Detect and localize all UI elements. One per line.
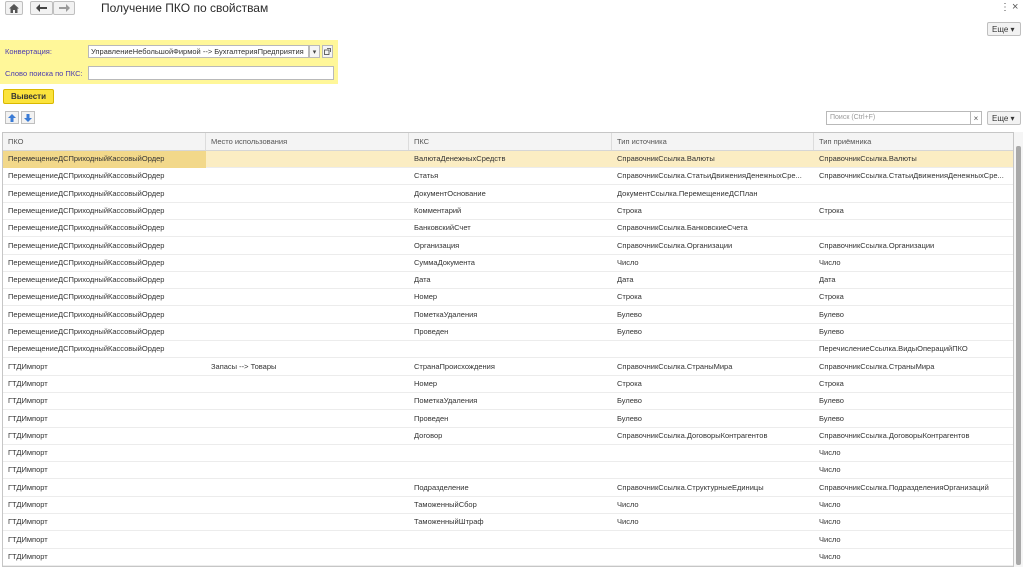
table-row[interactable] <box>3 307 1013 324</box>
table-cell: Булево <box>617 396 642 406</box>
table-cell: СправочникСсылка.СтатьиДвиженияДенежныхСре... <box>819 171 1004 181</box>
table-cell <box>206 289 409 306</box>
scrollbar-thumb[interactable] <box>1016 146 1021 565</box>
table-cell <box>409 462 612 479</box>
table-cell <box>612 341 814 358</box>
table-cell: Номер <box>414 378 438 388</box>
more-actions-icon[interactable]: ⋮ <box>1000 2 1010 13</box>
table-cell <box>206 462 409 479</box>
table-cell: БанковскийСчет <box>414 223 471 233</box>
table-cell: Число <box>617 257 639 267</box>
table-cell <box>206 272 409 289</box>
arrow-up-icon <box>8 114 16 122</box>
table-cell: СправочникСсылка.Организации <box>617 240 733 250</box>
table-cell: ПеремещениеДСПриходныйКассовыйОрдер <box>8 257 165 267</box>
search-word-field[interactable] <box>88 66 334 80</box>
table-cell: Число <box>617 517 639 527</box>
table-row[interactable] <box>3 324 1013 341</box>
table-cell: СправочникСсылка.СтруктурныеЕдиницы <box>617 482 764 492</box>
table-cell: ПеремещениеДСПриходныйКассовыйОрдер <box>8 292 165 302</box>
table-cell: СправочникСсылка.Валюты <box>617 154 715 163</box>
forward-button[interactable] <box>53 1 75 15</box>
table-cell: Число <box>819 257 841 267</box>
table-cell: Номер <box>414 292 438 302</box>
table-cell <box>206 341 409 358</box>
table-cell <box>612 549 814 566</box>
more-button[interactable]: Еще ▾ <box>987 22 1021 36</box>
table-cell: ГТДИмпорт <box>8 534 48 544</box>
table-more-button[interactable]: Еще ▾ <box>987 111 1021 125</box>
table-row[interactable] <box>3 393 1013 410</box>
table-cell: ПеремещениеДСПриходныйКассовыйОрдер <box>8 223 165 233</box>
table-cell: Булево <box>617 413 642 423</box>
conversion-open-button[interactable] <box>322 45 333 58</box>
table-cell <box>206 532 409 549</box>
table-cell: ПеремещениеДСПриходныйКассовыйОрдер <box>8 309 165 319</box>
table-cell <box>206 393 409 410</box>
table-cell: ГТДИмпорт <box>8 551 48 561</box>
table-cell: Строка <box>819 378 844 388</box>
table-cell: СправочникСсылка.ПодразделенияОрганизаций <box>819 482 989 492</box>
table-cell: ПометкаУдаления <box>414 309 478 319</box>
table-cell: ГТДИмпорт <box>8 430 48 440</box>
table-cell: СправочникСсылка.ДоговорыКонтрагентов <box>617 430 768 440</box>
table-cell: Число <box>819 517 841 527</box>
table-cell <box>612 462 814 479</box>
table-cell: ГТДИмпорт <box>8 465 48 475</box>
table-cell: ГТДИмпорт <box>8 517 48 527</box>
table-row[interactable] <box>3 168 1013 185</box>
table-cell <box>206 514 409 531</box>
conversion-label: Конвертация: <box>5 47 52 56</box>
table-cell: Булево <box>819 396 844 406</box>
table-cell <box>814 186 1013 203</box>
table-cell: Число <box>819 448 841 458</box>
table-cell: ВалютаДенежныхСредств <box>414 154 506 163</box>
table-cell <box>409 445 612 462</box>
table-row[interactable] <box>3 272 1013 289</box>
column-header[interactable]: ПКС <box>409 133 612 150</box>
table-cell <box>612 445 814 462</box>
table-cell: Число <box>617 500 639 509</box>
table-cell: СправочникСсылка.Организации <box>819 240 935 250</box>
table-cell: ДокументСсылка.ПеремещениеДСПлан <box>617 188 758 198</box>
table-cell: Строка <box>617 378 642 388</box>
table-row[interactable] <box>3 359 1013 376</box>
table-cell: Булево <box>819 309 844 319</box>
table-cell <box>206 411 409 428</box>
table-cell: ПеремещениеДСПриходныйКассовыйОрдер <box>8 344 165 354</box>
table-row[interactable] <box>3 411 1013 428</box>
table-cell <box>814 220 1013 237</box>
open-icon <box>324 48 331 55</box>
table-row[interactable] <box>3 289 1013 306</box>
table-cell: Число <box>819 534 841 544</box>
chevron-down-icon: ▾ <box>312 48 317 56</box>
table-row[interactable] <box>3 549 1013 566</box>
table-cell <box>206 203 409 220</box>
table-row[interactable] <box>3 203 1013 220</box>
table-cell: СправочникСсылка.СтатьиДвиженияДенежныхСре... <box>617 171 802 181</box>
table-cell: ПеремещениеДСПриходныйКассовыйОрдер <box>8 171 165 181</box>
table-cell: ПеремещениеДСПриходныйКассовыйОрдер <box>8 327 165 336</box>
arrow-left-icon <box>36 4 47 12</box>
table-row[interactable] <box>3 255 1013 272</box>
column-header[interactable]: Тип приёмника <box>819 137 872 146</box>
table-cell: СтранаПроисхождения <box>414 361 495 371</box>
table-cell: Булево <box>819 413 844 423</box>
table-cell: Строка <box>819 205 844 215</box>
table-cell: Подразделение <box>414 482 469 492</box>
conversion-dropdown-button[interactable] <box>309 45 320 58</box>
table-cell <box>409 341 612 358</box>
table-cell: Комментарий <box>414 205 462 215</box>
close-icon[interactable]: × <box>1012 1 1019 13</box>
table-row[interactable] <box>3 462 1013 479</box>
table-cell: ПеремещениеДСПриходныйКассовыйОрдер <box>8 205 165 215</box>
table-row[interactable] <box>3 220 1013 237</box>
table-cell <box>206 238 409 255</box>
table-cell: Булево <box>617 309 642 319</box>
table-cell: Запасы --> Товары <box>211 361 277 371</box>
table-cell: Дата <box>617 275 634 285</box>
home-button[interactable] <box>5 1 23 15</box>
table-row[interactable] <box>3 532 1013 549</box>
table-cell <box>206 151 409 168</box>
table-cell <box>612 532 814 549</box>
table-cell: ГТДИмпорт <box>8 448 48 458</box>
table-row[interactable] <box>3 376 1013 393</box>
arrow-right-icon <box>59 4 70 12</box>
table-cell: ГТДИмпорт <box>8 396 48 406</box>
arrow-down-icon <box>24 114 32 122</box>
table-cell: ГТДИмпорт <box>8 378 48 388</box>
table-cell: Дата <box>819 275 836 285</box>
table-cell <box>206 480 409 497</box>
table-cell: СуммаДокумента <box>414 257 475 267</box>
table-cell: ТаможенныйСбор <box>414 500 477 509</box>
table-row[interactable] <box>3 480 1013 497</box>
table-cell: Строка <box>617 205 642 215</box>
table-row[interactable] <box>3 341 1013 358</box>
table-cell: Булево <box>617 327 642 336</box>
table-search-input[interactable]: Поиск (Ctrl+F) <box>826 111 971 125</box>
table-cell: Дата <box>414 275 431 285</box>
move-up-button[interactable] <box>5 111 19 124</box>
table-cell: ГТДИмпорт <box>8 482 48 492</box>
column-header[interactable]: Место использования <box>206 133 409 150</box>
column-header[interactable]: ПКО <box>3 133 206 150</box>
table-cell: Проведен <box>414 413 449 423</box>
table-cell: ГТДИмпорт <box>8 500 48 509</box>
table-cell <box>206 376 409 393</box>
table-cell: СправочникСсылка.СтраныМира <box>617 361 733 371</box>
page-title: Получение ПКО по свойствам <box>101 1 269 15</box>
table-cell: ПеремещениеДСПриходныйКассовыйОрдер <box>8 240 165 250</box>
table-cell: СправочникСсылка.Валюты <box>819 154 917 163</box>
table-cell <box>409 549 612 566</box>
search-word-label: Слово поиска по ПКС: <box>5 69 83 78</box>
run-button[interactable]: Вывести <box>3 89 54 104</box>
table-cell: Число <box>819 500 841 509</box>
table-cell: Число <box>819 551 841 561</box>
table-cell: Число <box>819 465 841 475</box>
table-header <box>3 133 1013 151</box>
results-table <box>2 132 1014 567</box>
table-cell: Проведен <box>414 327 449 336</box>
table-row[interactable] <box>3 186 1013 203</box>
table-row[interactable] <box>3 445 1013 462</box>
column-header[interactable]: Тип источника <box>612 133 814 150</box>
table-cell <box>206 307 409 324</box>
table-row[interactable] <box>3 151 1013 168</box>
table-cell: СправочникСсылка.БанковскиеСчета <box>617 223 748 233</box>
table-cell: ПеремещениеДСПриходныйКассовыйОрдер <box>3 151 206 168</box>
table-cell: ГТДИмпорт <box>8 413 48 423</box>
back-button[interactable] <box>30 1 53 15</box>
table-cell <box>206 255 409 272</box>
table-cell: ПометкаУдаления <box>414 396 478 406</box>
table-cell: Булево <box>819 327 844 336</box>
table-cell: ТаможенныйШтраф <box>414 517 484 527</box>
table-cell: ГТДИмпорт <box>8 361 48 371</box>
table-cell: Статья <box>414 171 439 181</box>
table-cell <box>206 445 409 462</box>
table-cell <box>206 428 409 445</box>
table-cell: Строка <box>617 292 642 302</box>
table-cell: ДокументОснование <box>414 188 486 198</box>
table-row[interactable] <box>3 238 1013 255</box>
table-row[interactable] <box>3 428 1013 445</box>
table-cell <box>206 168 409 185</box>
table-cell: Строка <box>819 292 844 302</box>
home-icon <box>9 4 19 13</box>
table-cell <box>206 549 409 566</box>
table-cell: ПеремещениеДСПриходныйКассовыйОрдер <box>8 188 165 198</box>
table-cell <box>206 186 409 203</box>
table-cell <box>206 497 409 514</box>
search-clear-icon[interactable]: × <box>970 111 982 125</box>
table-row[interactable] <box>3 514 1013 531</box>
table-cell: ПеречислениеСсылка.ВидыОперацийПКО <box>819 344 968 354</box>
table-cell: ПеремещениеДСПриходныйКассовыйОрдер <box>8 275 165 285</box>
table-cell <box>206 220 409 237</box>
table-cell <box>206 324 409 341</box>
table-cell <box>409 532 612 549</box>
table-cell: Договор <box>414 430 443 440</box>
table-cell: СправочникСсылка.ДоговорыКонтрагентов <box>819 430 970 440</box>
table-cell: СправочникСсылка.СтраныМира <box>819 361 935 371</box>
move-down-button[interactable] <box>21 111 35 124</box>
table-row[interactable] <box>3 497 1013 514</box>
conversion-field[interactable]: УправлениеНебольшойФирмой --> БухгалтерияПредприятия <box>88 45 309 58</box>
table-cell: Организация <box>414 240 460 250</box>
